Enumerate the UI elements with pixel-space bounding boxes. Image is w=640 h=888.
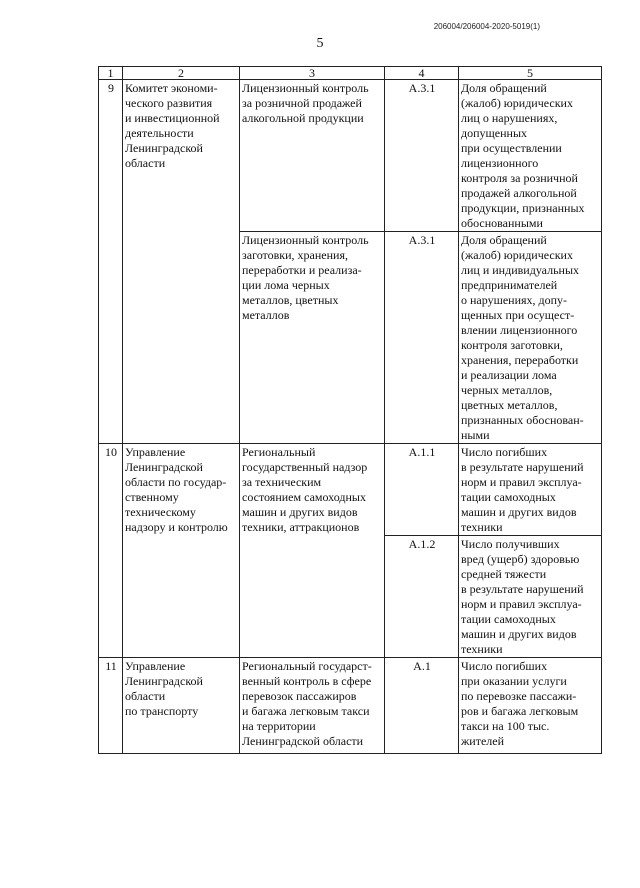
table-row	[99, 444, 602, 536]
authority-cell: Управление Ленинградской области по транспорту	[123, 658, 240, 754]
indicator-code-cell: А.1.1	[385, 444, 459, 536]
column-header: 1	[99, 67, 123, 80]
row-number: 11	[99, 658, 123, 754]
row-number: 9	[99, 80, 123, 444]
column-header: 2	[123, 67, 240, 80]
row-number: 10	[99, 444, 123, 658]
indicator-cell: Число погибших при оказании услуги по перевозке пассажи- ров и багажа легковым такси на 100 тыс. жителей	[459, 658, 602, 754]
table-row	[99, 658, 602, 754]
indicator-code-cell: А.1.2	[385, 536, 459, 658]
table-header-row	[99, 67, 602, 80]
control-type-cell: Лицензионный контроль заготовки, хранения, переработки и реализа- ции лома черных металлов, цветных металлов	[240, 232, 385, 444]
indicator-cell: Доля обращений (жалоб) юридических лиц и индивидуальных предпринимателей о нарушениях, допу- щенных при осущест- влении лицензионного контроля заготовки, хранения, переработки и реализации лома черных металлов, цветных металлов, признанных обоснован- ными	[459, 232, 602, 444]
indicator-cell: Число получивших вред (ущерб) здоровью средней тяжести в результате нарушений норм и правил эксплуа- тации самоходных машин и других видов техники	[459, 536, 602, 658]
control-type-cell: Лицензионный контроль за розничной продажей алкогольной продукции	[240, 80, 385, 232]
control-type-cell: Региональный государственный надзор за техническим состоянием самоходных машин и других видов техники, аттракционов	[240, 444, 385, 658]
page-number: 5	[316, 36, 324, 51]
indicator-cell: Число погибших в результате нарушений норм и правил эксплуа- тации самоходных машин и других видов техники	[459, 444, 602, 536]
indicator-code-cell: А.3.1	[385, 80, 459, 232]
authority-cell: Комитет экономи- ческого развития и инвестиционной деятельности Ленинградской области	[123, 80, 240, 444]
column-header: 3	[240, 67, 385, 80]
table-row	[99, 80, 602, 232]
column-header: 4	[385, 67, 459, 80]
indicator-code-cell: А.1	[385, 658, 459, 754]
indicator-cell: Доля обращений (жалоб) юридических лиц о нарушениях, допущенных при осуществлении лицензионного контроля за розничной продажей алкогольной продукции, признанных обоснованными	[459, 80, 602, 232]
control-type-cell: Региональный государст- венный контроль в сфере перевозок пассажиров и багажа легковым такси на территории Ленинградской области	[240, 658, 385, 754]
indicator-code-cell: А.3.1	[385, 232, 459, 444]
authority-cell: Управление Ленинградской области по государ- ственному техническому надзору и контролю	[123, 444, 240, 658]
regulatory-table	[98, 66, 602, 754]
column-header: 5	[459, 67, 602, 80]
document-id: 206004/206004-2020-5019(1)	[433, 22, 540, 31]
